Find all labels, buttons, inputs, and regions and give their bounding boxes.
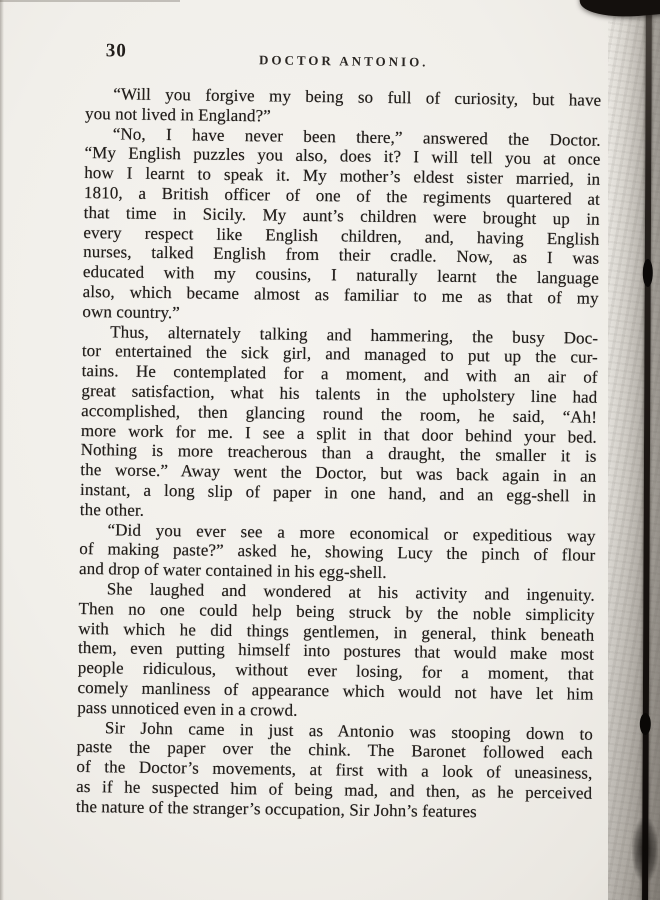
text-line: how I learnt to speak it. My mother’s eldest sister married, in: [84, 163, 601, 189]
paragraph: [85, 84, 601, 130]
page-edge-shadow: [608, 0, 660, 900]
text-line: comely manliness of appearance which would not have let him: [77, 677, 594, 704]
text-line: and drop of water contained in his egg-shell.: [78, 559, 387, 583]
text-line: instant, a long slip of paper in one hand, and an egg-shell in: [79, 479, 597, 506]
paragraph: [76, 717, 593, 823]
text-line: that time in Sicily. My aunt’s children were brought up in: [83, 202, 600, 229]
text-line: “My English puzzles you also, does it? I will tell you at once: [84, 143, 601, 170]
text-line: paste the paper over the chink. The Baronet followed each: [76, 737, 593, 763]
text-line: every respect like English children, and, having English: [83, 222, 600, 249]
text-line: Nothing is more treacherous than a draught, the smaller it is: [80, 440, 597, 467]
text-line: Thus, alternately talking and hammering, the busy Doc-: [110, 321, 599, 348]
text-line: also, which became almost as familiar to me as that of my: [82, 281, 599, 308]
text-line: “Did you ever see a more economical or expeditious way: [107, 519, 596, 546]
paragraph: [79, 519, 596, 585]
left-page-edge: [0, 0, 4, 900]
text-line: people ridiculous, without ever losing, for a moment, that: [77, 658, 594, 684]
page-number: 30: [105, 40, 127, 62]
page-content: [76, 40, 602, 823]
top-page-edge: [0, 0, 180, 2]
paragraph: [77, 579, 595, 724]
text-line: as if he suspected him of being mad, and then, as he perceived: [76, 776, 593, 803]
text-line: of the Doctor’s movements, at first with a look of uneasiness,: [76, 757, 593, 783]
text-line: nurses, talked English from their cradle. Now, as I was: [83, 242, 600, 269]
text-block: [76, 84, 602, 823]
text-line: tor entertained the sick girl, and managed to put up the cur-: [81, 341, 599, 368]
text-line: “No, I have never been there,” answered the Doctor.: [112, 123, 601, 150]
text-line: of making paste?” asked he, showing Lucy the pinch of flour: [79, 539, 596, 566]
text-line: “Will you forgive my being so full of curiosity, but have: [113, 84, 602, 110]
text-line: Sir John came in just as Antonio was stooping down to: [104, 717, 594, 744]
text-line: the worse.” Away went the Doctor, but was back again in an: [80, 460, 597, 486]
text-line: with which he did things gentlemen, in general, think beneath: [78, 618, 595, 645]
text-line: 1810, a British officer of one of the regiments quartered at: [83, 182, 601, 209]
page-header: [86, 40, 602, 71]
text-line: great satisfaction, what his talents in the upholstery line had: [81, 380, 598, 407]
text-line: the nature of the stranger’s occupation, Sir John’s features: [75, 796, 477, 821]
text-line: them, even putting himself into postures that would make most: [77, 638, 595, 665]
text-line: Then no one could help being struck by the noble simplicity: [78, 598, 595, 625]
text-line: more work for me. I see a split in that door behind your bed.: [80, 420, 597, 447]
text-line: tains. He contemplated for a moment, and with an air of: [81, 361, 598, 387]
text-line: the other.: [79, 499, 145, 520]
text-line: accomplished, then glancing round the room, he said, “Ah!: [81, 400, 598, 427]
paragraph: [80, 322, 599, 527]
text-line: you not lived in England?”: [84, 103, 271, 126]
text-line: pass unnoticed even in a crowd.: [77, 697, 298, 720]
scan-edge-blotch: [632, 818, 658, 882]
text-line: educated with my cousins, I naturally learnt the language: [82, 262, 600, 288]
text-line: own country.”: [82, 301, 181, 323]
text-line: She laughed and wondered at his activity and ingenuity.: [106, 579, 595, 605]
paragraph: [82, 124, 601, 329]
running-header: DOCTOR ANTONIO.: [258, 52, 429, 70]
